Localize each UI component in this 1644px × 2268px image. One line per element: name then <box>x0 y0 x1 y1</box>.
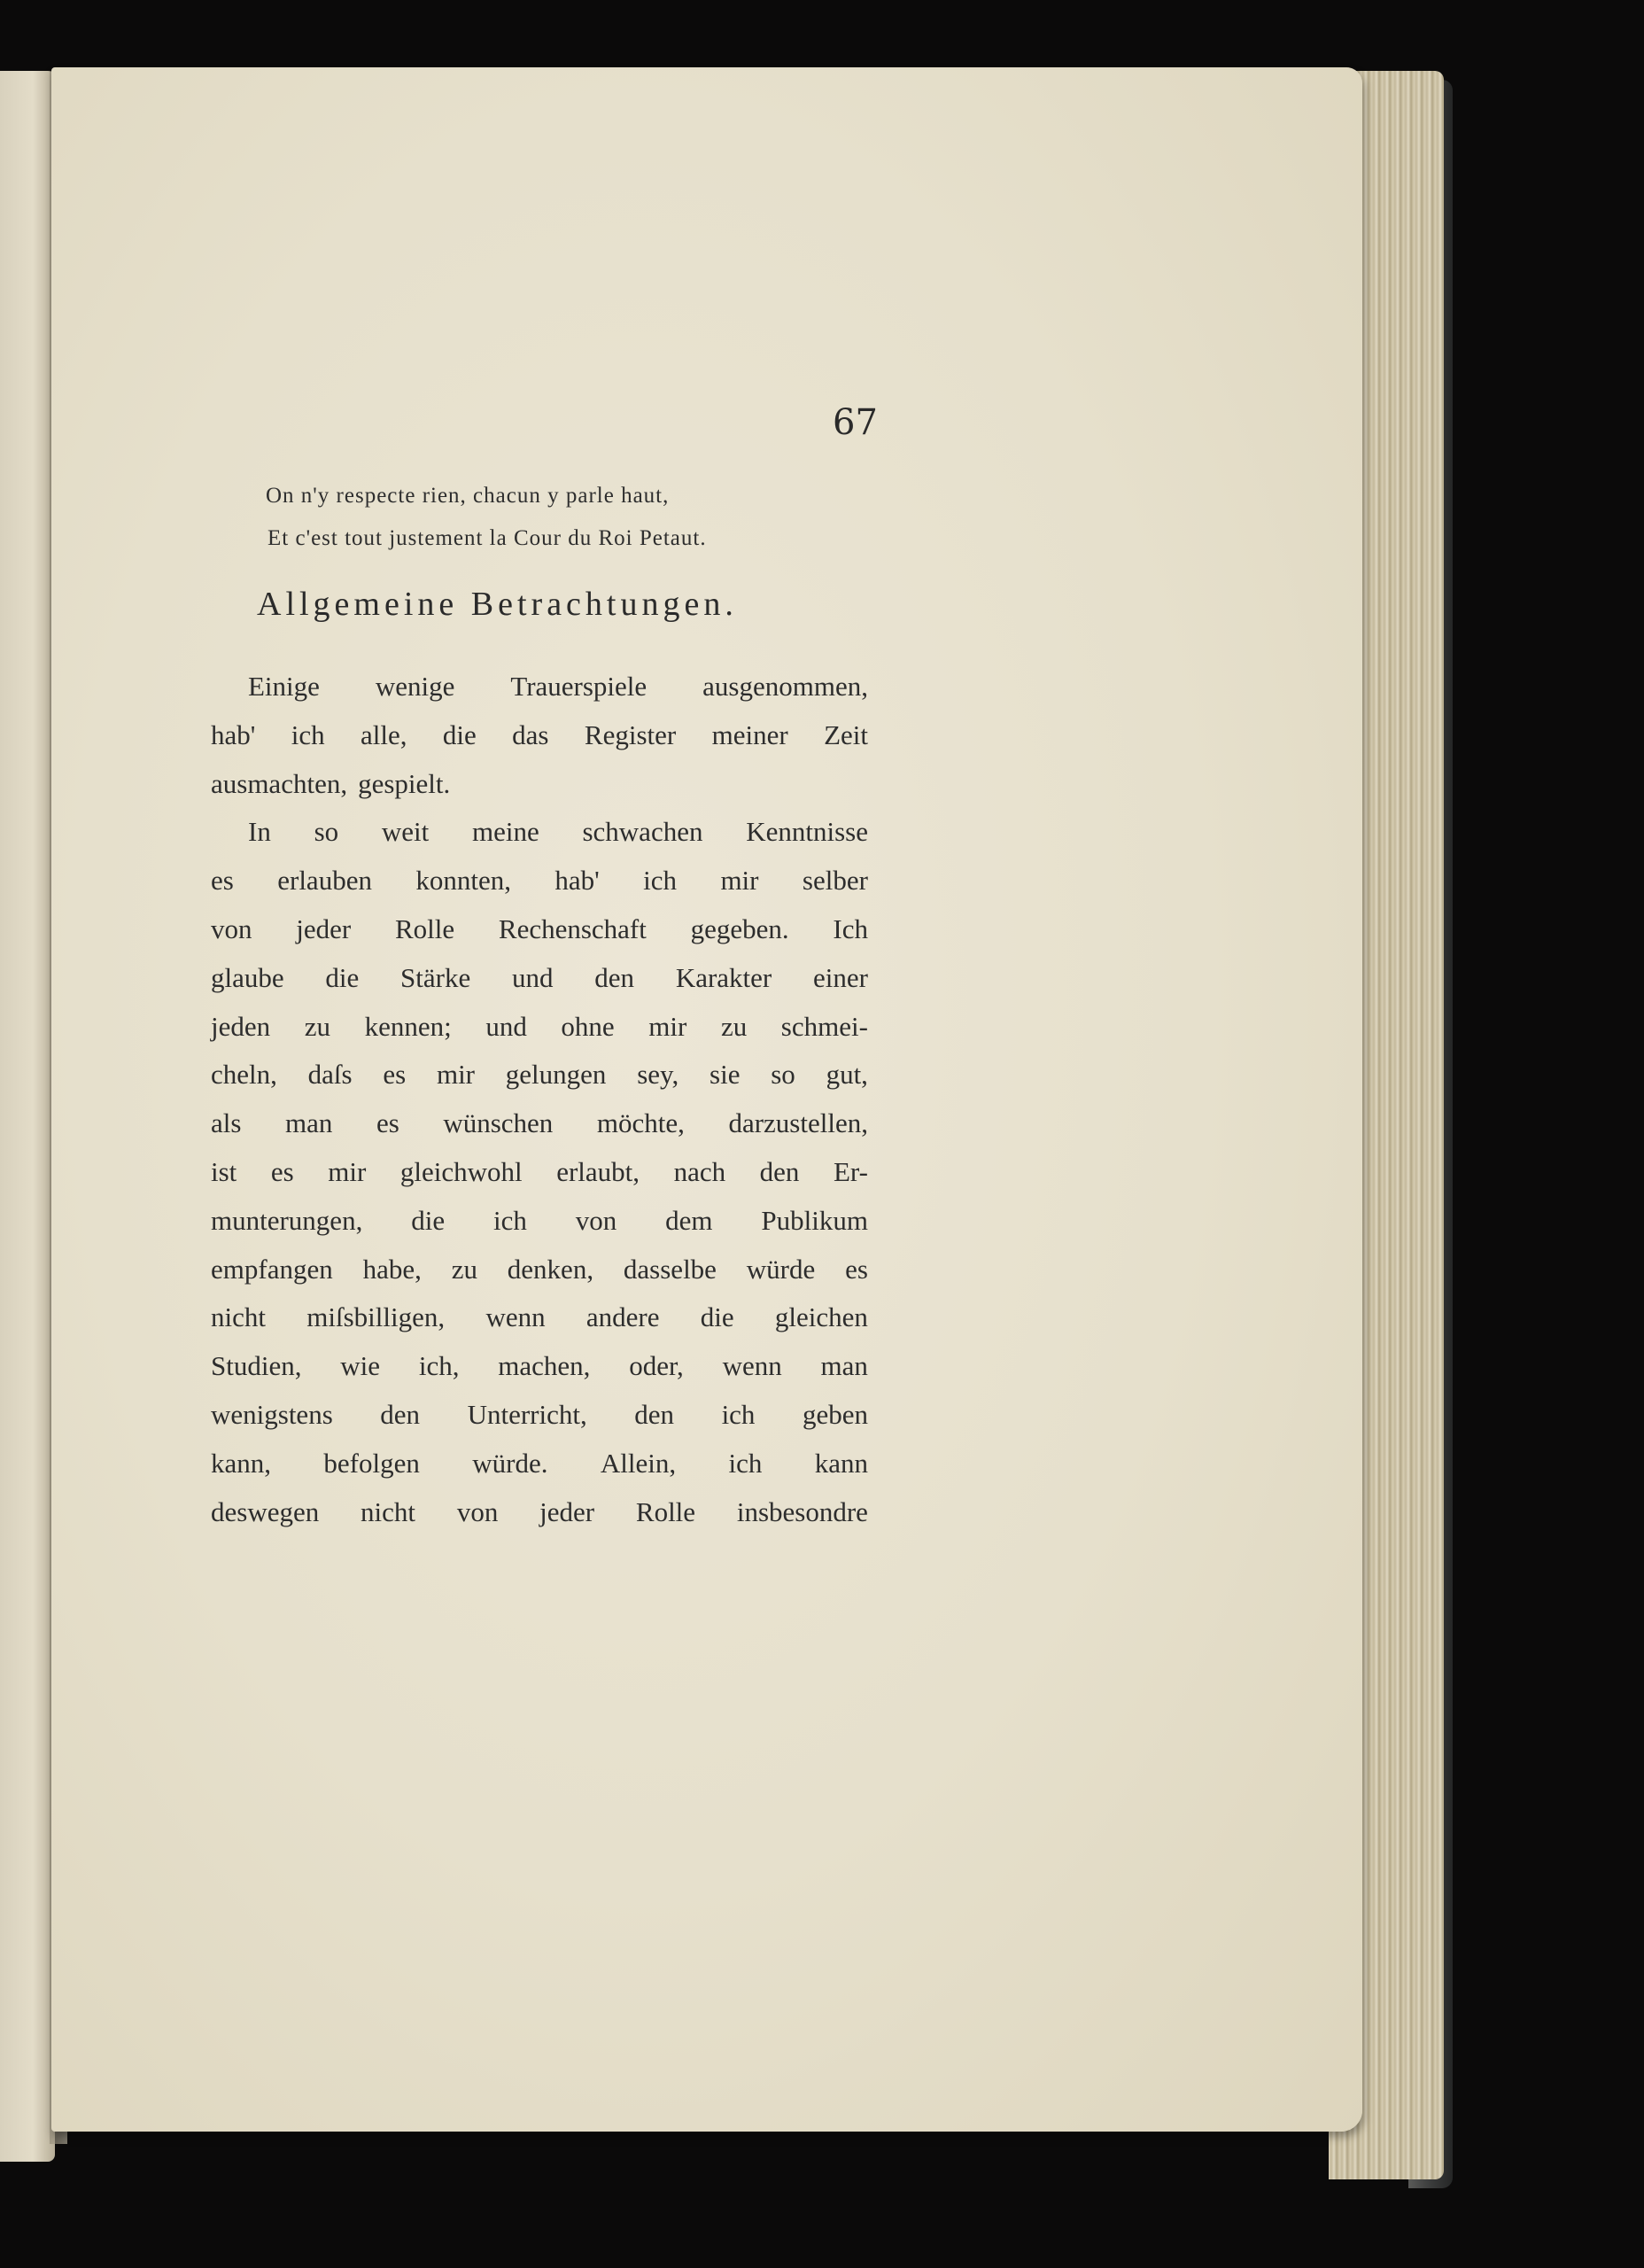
word: ausgenommen, <box>702 671 868 702</box>
word: kann <box>814 1447 868 1479</box>
text-line <box>211 1440 868 1488</box>
word: Rolle <box>394 913 455 944</box>
word: wenn <box>722 1350 782 1382</box>
word: die <box>442 718 477 750</box>
word: so <box>314 816 339 848</box>
word: würde <box>746 1253 816 1285</box>
word: von <box>211 913 252 944</box>
word: Stärke <box>400 961 471 993</box>
word: und <box>512 961 554 993</box>
word: zu <box>451 1253 477 1285</box>
word: würde. <box>472 1447 548 1479</box>
facing-page-edge <box>0 71 55 2162</box>
word: wenn <box>485 1301 546 1333</box>
word: von <box>575 1204 617 1236</box>
word: es <box>211 865 234 897</box>
word: es <box>270 1155 294 1187</box>
word: das <box>512 718 549 750</box>
word: Er- <box>834 1155 868 1187</box>
word: Zeit <box>824 718 868 750</box>
text-line <box>211 1342 868 1391</box>
word: empfangen <box>211 1253 333 1285</box>
word: wenige <box>375 671 455 702</box>
text-line <box>211 1293 868 1342</box>
word: es <box>845 1253 868 1285</box>
word: gleichen <box>774 1301 868 1333</box>
word: dem <box>665 1204 713 1236</box>
word: insbesondre <box>736 1495 868 1527</box>
text-line <box>211 1391 868 1440</box>
word: Publikum <box>761 1204 868 1236</box>
word: wenigstens <box>211 1398 333 1430</box>
word: befolgen <box>323 1447 420 1479</box>
word: ich, <box>418 1350 460 1382</box>
word: Trauerspiele <box>510 671 648 702</box>
word: Allein, <box>600 1447 677 1479</box>
word: möchte, <box>596 1107 685 1139</box>
page-number: 67 <box>833 402 878 443</box>
word: gespielt. <box>358 767 451 799</box>
word: meiner <box>711 718 788 750</box>
word: jeder <box>539 1495 595 1527</box>
word: und <box>485 1010 527 1042</box>
word: hab' <box>554 865 600 897</box>
word: nach <box>673 1155 726 1187</box>
word: Karakter <box>675 961 772 993</box>
word: miſsbilligen, <box>306 1301 446 1333</box>
word: darzustellen, <box>728 1107 868 1139</box>
word: nicht <box>361 1495 416 1527</box>
text-line <box>211 1051 868 1099</box>
word: sey, <box>637 1059 679 1091</box>
word: deswegen <box>211 1495 320 1527</box>
text-line <box>211 857 868 905</box>
word: Unterricht, <box>467 1398 587 1430</box>
word: Rechenschaft <box>498 913 647 944</box>
word: cheln, <box>211 1059 277 1091</box>
word: meine <box>471 816 539 848</box>
word: weit <box>381 816 430 848</box>
word: andere <box>585 1301 660 1333</box>
epigraph-line: Et c'est tout justement la Cour du Roi Petaut. <box>268 526 707 550</box>
word: gleichwohl <box>399 1155 523 1187</box>
word: schmei- <box>780 1010 868 1042</box>
word: erlauben <box>277 865 372 897</box>
word: Kenntnisse <box>746 816 868 848</box>
word: Ich <box>833 913 868 944</box>
word: schwachen <box>582 816 703 848</box>
word: kennen; <box>364 1010 452 1042</box>
word: ich <box>291 718 325 750</box>
word: hab' <box>211 718 256 750</box>
word: wünschen <box>443 1107 554 1139</box>
word: gut, <box>826 1059 868 1091</box>
text-line <box>211 1246 868 1294</box>
word: den <box>759 1155 800 1187</box>
word: sie <box>710 1059 741 1091</box>
word: machen, <box>498 1350 591 1382</box>
word: den <box>634 1398 675 1430</box>
text-line <box>211 1148 868 1197</box>
word: es <box>383 1059 407 1091</box>
word: glaube <box>211 961 284 993</box>
word: jeden <box>211 1010 271 1042</box>
word: In <box>248 816 271 848</box>
word: gelungen <box>505 1059 607 1091</box>
word: den <box>380 1398 421 1430</box>
word: kann, <box>211 1447 272 1479</box>
text-line <box>211 663 868 711</box>
word: Einige <box>248 671 320 702</box>
word: die <box>700 1301 734 1333</box>
word: Rolle <box>635 1495 696 1527</box>
text-line <box>211 808 868 857</box>
word: alle, <box>361 718 407 750</box>
word: Studien, <box>211 1350 302 1382</box>
word: ausmachten, <box>211 767 348 799</box>
word: als <box>211 1107 242 1139</box>
word: ich <box>492 1204 527 1236</box>
word: es <box>376 1107 399 1139</box>
word: den <box>594 961 635 993</box>
word: munterungen, <box>211 1204 363 1236</box>
word: zu <box>304 1010 330 1042</box>
word: ich <box>728 1447 763 1479</box>
word: man <box>285 1107 333 1139</box>
word: ist <box>211 1155 237 1187</box>
word: daſs <box>307 1059 353 1091</box>
word: mir <box>648 1010 687 1042</box>
epigraph <box>266 475 833 560</box>
epigraph-line: On n'y respecte rien, chacun y parle haut, <box>266 484 670 508</box>
word: zu <box>720 1010 748 1042</box>
text-line <box>211 760 868 809</box>
word: erlaubt, <box>556 1155 640 1187</box>
word: nicht <box>211 1301 266 1333</box>
word: ich <box>643 865 678 897</box>
text-line <box>211 954 868 1003</box>
section-heading: Allgemeine Betrachtungen. <box>257 586 738 623</box>
word: selber <box>802 865 868 897</box>
body-text <box>211 663 868 1536</box>
word: man <box>820 1350 868 1382</box>
text-line <box>211 1099 868 1148</box>
word: jeder <box>296 913 352 944</box>
word: konnten, <box>415 865 511 897</box>
word: oder, <box>629 1350 684 1382</box>
word: wie <box>340 1350 381 1382</box>
word: habe, <box>362 1253 422 1285</box>
word: ich <box>721 1398 756 1430</box>
word: dasselbe <box>623 1253 717 1285</box>
text-line <box>211 1197 868 1246</box>
word: so <box>771 1059 795 1091</box>
word: geben <box>802 1398 868 1430</box>
word: Register <box>584 718 677 750</box>
text-line <box>211 1488 868 1537</box>
word: denken, <box>507 1253 594 1285</box>
word: gegeben. <box>690 913 789 944</box>
word: mir <box>720 865 759 897</box>
word: ohne <box>561 1010 615 1042</box>
text-line <box>211 1003 868 1052</box>
text-line <box>211 905 868 954</box>
word: mir <box>436 1059 476 1091</box>
word: einer <box>813 961 868 993</box>
text-line <box>211 711 868 760</box>
word: von <box>456 1495 499 1527</box>
word: die <box>325 961 360 993</box>
word: die <box>411 1204 446 1236</box>
word: mir <box>328 1155 367 1187</box>
